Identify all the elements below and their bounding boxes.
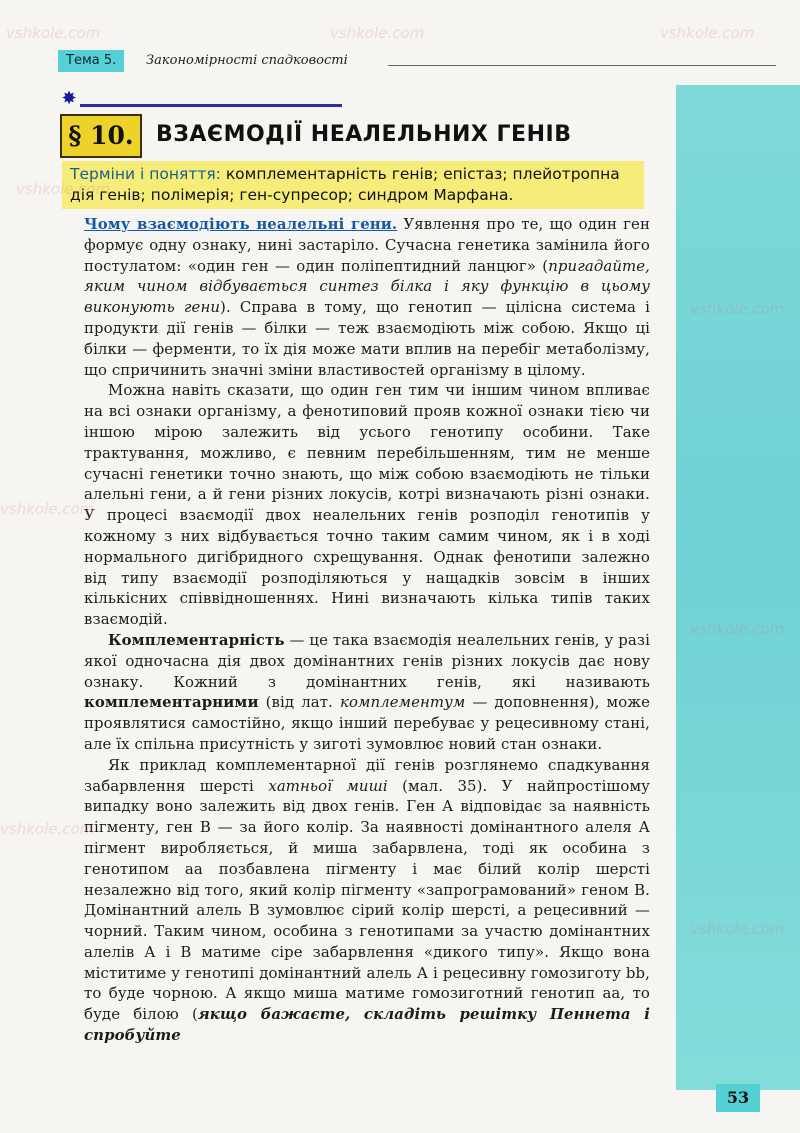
text-italic: комплементум — [339, 693, 466, 712]
text-italic: якщо бажаєте, складіть решітку Пеннета і спробуйте — [84, 1005, 650, 1045]
text-italic: хатньої миші — [268, 776, 388, 795]
watermark: vshkole.com — [330, 24, 425, 42]
term: комплементарними — [84, 693, 259, 712]
text: — доповнення), може проявлятися самостійно, якщо інший перебуває у рецесивному стані, але їх спільна присутність у зиготі зумовлює новий стан ознаки. — [84, 693, 650, 753]
text: Як приклад комплементарної дії генів розглянемо спадкування забарвлення шерсті — [84, 755, 650, 795]
topic-label: Тема 5. — [58, 50, 124, 72]
text: — це така взаємодія неалельних генів, у разі якої одночасна дія двох домінантних генів різних локусів дає нову ознаку. Кожний з домінантних генів, які називають — [84, 630, 650, 691]
terms-box — [62, 161, 644, 209]
watermark: vshkole.com — [660, 24, 755, 42]
paragraph — [84, 755, 650, 1046]
paragraph — [84, 630, 650, 755]
paragraph: Можна навіть сказати, що один ген тим чи іншим чином впливає на всі ознаки організму, а фенотиповий прояв кожної ознаки тією чи іншою мірою залежить від усього генотипу особини. Таке трактування, можливо, є певним перебільшенням, тим не менше сучасні генетики точно знають, що між собою взаємодіють не тільки алельні гени, а й гени різних локусів, котрі визначають різні ознаки. У процесі взаємодії двох неалельних генів розподіл генотипів у кожному з них відбувається точно таким самим чином, як і в ході нормального дигібридного схрещування. Однак фенотипи залежно від типу взаємодії розподіляються у нащадків зовсім в інших кількісних співвідношеннях. Нині визначають кілька типів таких взаємодій. — [84, 381, 650, 629]
watermark: vshkole.com — [690, 920, 785, 938]
star-icon: ✸ — [61, 88, 77, 109]
paragraph — [84, 214, 650, 380]
section-number: § 10. — [60, 114, 142, 158]
section-title: ВЗАЄМОДІЇ НЕАЛЕЛЬНИХ ГЕНІВ — [156, 122, 572, 147]
running-header — [58, 50, 778, 72]
question-heading: Чому взаємодіють неалельні гени. — [84, 215, 398, 233]
watermark: vshkole.com — [16, 180, 111, 198]
watermark: vshkole.com — [6, 24, 101, 42]
watermark: vshkole.com — [0, 500, 95, 518]
terms-list: комплементарність генів; епістаз; плейотропна дія генів; полімерія; ген-супресор; синдром Марфана. — [70, 165, 620, 204]
watermark: vshkole.com — [690, 300, 785, 318]
term: Комплементарність — [108, 630, 285, 649]
header-rule — [388, 65, 776, 66]
text: Уявлення про те, що один ген формує одну ознаку, нині застаріло. Сучасна генетика замінила його постулатом: «один ген — один поліпептидний ланцюг» ( — [84, 215, 650, 275]
page-number: 53 — [716, 1084, 760, 1112]
terms-label: Терміни і поняття: — [70, 165, 221, 183]
title-rule — [80, 104, 342, 107]
watermark: vshkole.com — [0, 820, 95, 838]
decorative-sidebar — [676, 85, 800, 1090]
body-text — [84, 214, 650, 1046]
text-italic: пригадайте, яким чином відбувається синтез білка і яку функцію в цьому виконують гени — [84, 256, 650, 317]
topic-title: Закономірності спадковості — [146, 53, 348, 68]
text: (мал. 35). У найпростішому випадку воно залежить від двох генів. Ген А відповідає за наявність пігменту, ген В — за його колір. За наявності домінантного алеля А пігмент виробляється, й миша забарвлена, тоді як особина з генотипом аа позбавлена пігменту і має білий колір шерсті незалежно від того, який колір пігменту «запрограмований» геном В. Домінантний алель В зумовлює сірий колір шерсті, а рецесивний — чорний. Таким чином, особина з генотипами за участю домінантних алелів А і В матиме сіре забарвлення «дикого типу». Якщо вона міститиме у генотипі домінантний алель А і рецесивну гомозиготу bb, то буде чорною. А якщо миша матиме гомозиготний генотип аа, то буде білою ( — [84, 776, 650, 1024]
watermark: vshkole.com — [690, 620, 785, 638]
text: ). Справа в тому, що генотип — цілісна система і продукти дії генів — білки — теж взаємодіють між собою. Якщо ці білки — ферменти, то їх дія може мати вплив на перебіг метаболізму, що спричинить значні зміни властивостей організму в цілому. — [84, 298, 650, 379]
text: (від лат. — [258, 693, 340, 712]
